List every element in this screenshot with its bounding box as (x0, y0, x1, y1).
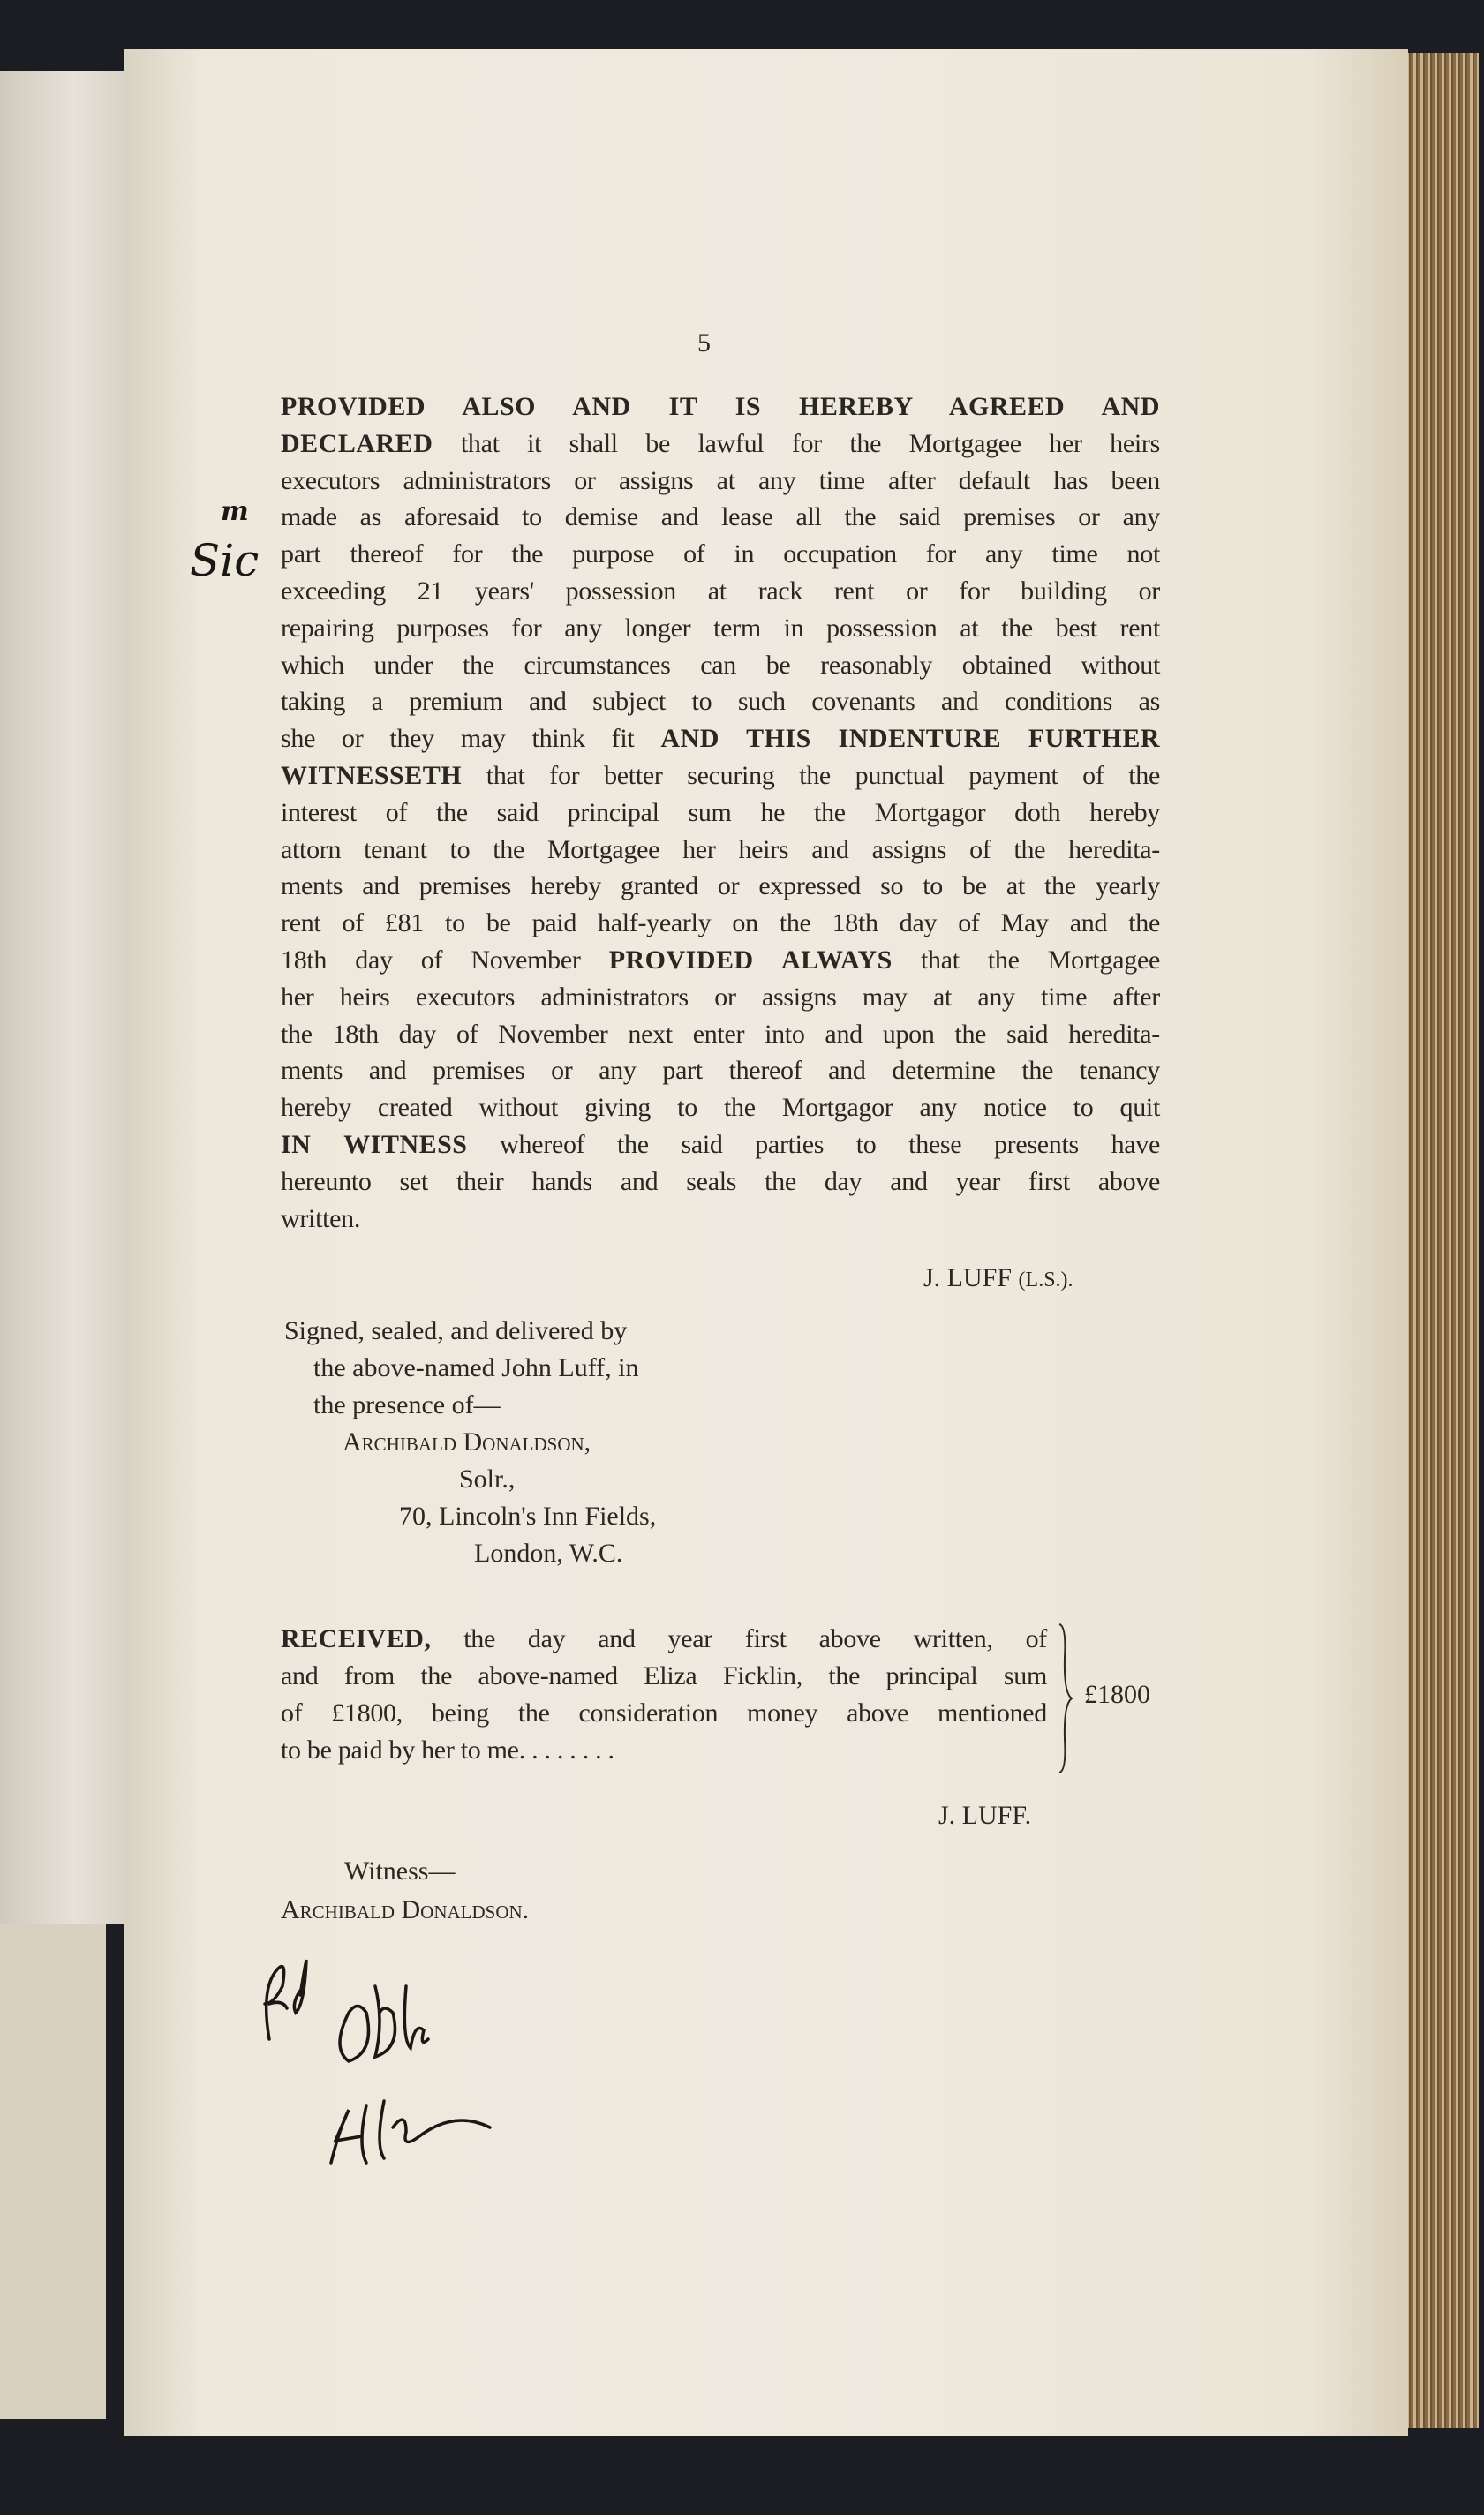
book-page-edges (1404, 53, 1479, 2428)
body-line (281, 868, 1160, 905)
text-run: that it shall be lawful for the Mortgagee her heirs (433, 428, 1160, 458)
text-run: which under the circumstances can be reasonably obtained without (281, 650, 1160, 680)
signatory-name: J. LUFF (923, 1263, 1013, 1292)
witness-name: Archibald Donaldson, (343, 1427, 591, 1457)
text-run: exceeding 21 years' possession at rack rent or for building or (281, 576, 1160, 606)
body-line (281, 832, 1160, 869)
emphasis-phrase: WITNESSETH (281, 760, 463, 790)
text-run: ments and premises or any part thereof and determine the tenancy (281, 1056, 1160, 1086)
handwritten-insertion: m (221, 496, 249, 527)
text-run: ments and premises hereby granted or expressed so to be at the yearly (281, 871, 1160, 901)
body-line (281, 1052, 1160, 1089)
emphasis-phrase: AND THIS INDENTURE FURTHER (660, 724, 1161, 754)
text-run: her heirs executors administrators or assigns may at any time after (281, 982, 1160, 1012)
receipt-line (281, 1621, 1047, 1658)
text-run: repairing purposes for any longer term in possession at the best rent (281, 613, 1160, 643)
receipt-signature: J. LUFF. (938, 1801, 1032, 1830)
text-run: she or they may think fit (281, 724, 661, 754)
receipt-amount: £1800 (1084, 1680, 1150, 1709)
body-line (281, 388, 1160, 425)
text-run: made as aforesaid to demise and lease all the said premises or any (281, 502, 1160, 532)
emphasis-phrase: IN WITNESS (281, 1129, 468, 1159)
body-line (281, 720, 1160, 757)
body-line (281, 1016, 1160, 1053)
receipt-witness-name: Archibald Donaldson. (281, 1895, 530, 1924)
seal-mark: (L.S.). (1018, 1269, 1073, 1291)
body-line (281, 573, 1160, 610)
facing-page-lower (0, 1924, 106, 2419)
body-line (281, 463, 1160, 500)
receipt-text (281, 1621, 1047, 1769)
margin-note-sic: Sic (190, 535, 260, 586)
text-run: of £1800, being the consideration money above mentioned (281, 1698, 1047, 1728)
attestation-line-2: the above-named John Luff, in (313, 1353, 639, 1382)
receipt-line (281, 1732, 1047, 1769)
page-number: 5 (697, 328, 711, 358)
body-line (281, 757, 1160, 794)
address-line-2: London, W.C. (474, 1539, 623, 1568)
deed-body-text (281, 388, 1160, 1237)
attestation-line-3: the presence of— (313, 1390, 501, 1419)
witness-label: Witness— (344, 1856, 456, 1886)
text-run: hereby created without giving to the Mortgagor any notice to quit (281, 1093, 1160, 1123)
body-line (281, 425, 1160, 463)
facing-page-edge (0, 71, 124, 1924)
body-line (281, 1163, 1160, 1201)
body-line (281, 942, 1160, 979)
body-line (281, 499, 1160, 536)
handwritten-initials (252, 1951, 516, 2172)
emphasis-phrase: RECEIVED, (281, 1624, 432, 1653)
body-line (281, 647, 1160, 684)
right-brace-icon (1056, 1623, 1073, 1774)
text-run: executors administrators or assigns at any time after default has been (281, 465, 1160, 495)
emphasis-phrase: DECLARED (281, 428, 433, 458)
body-line (281, 794, 1160, 832)
body-line (281, 1201, 1160, 1238)
address-line-1: 70, Lincoln's Inn Fields, (399, 1502, 657, 1531)
text-run: written. (281, 1203, 361, 1233)
text-run: part thereof for the purpose of in occupation for any time not (281, 539, 1160, 569)
text-run: that for better securing the punctual payment of the (462, 760, 1160, 790)
text-run: whereof the said parties to these presents have (467, 1129, 1160, 1159)
emphasis-phrase: PROVIDED ALWAYS (608, 945, 893, 975)
text-run: that the Mortgagee (892, 945, 1160, 975)
signature-luff-ls (923, 1260, 1073, 1299)
body-line (281, 683, 1160, 720)
body-line (281, 905, 1160, 942)
text-run: taking a premium and subject to such covenants and conditions as (281, 687, 1160, 717)
text-run: rent of £81 to be paid half-yearly on the 18th day of May and the (281, 908, 1160, 938)
receipt-line (281, 1658, 1047, 1695)
body-line (281, 979, 1160, 1016)
body-line (281, 610, 1160, 647)
text-run: to be paid by her to me. . . . . . . . (281, 1736, 614, 1765)
text-run: and from the above-named Eliza Ficklin, the principal sum (281, 1661, 1047, 1690)
body-line (281, 1089, 1160, 1126)
text-run: hereunto set their hands and seals the day and year first above (281, 1166, 1160, 1196)
text-run: the day and year first above written, of (431, 1624, 1047, 1653)
body-line (281, 536, 1160, 573)
receipt-line (281, 1695, 1047, 1732)
emphasis-phrase: PROVIDED ALSO AND IT IS HEREBY AGREED AND (281, 392, 1160, 421)
body-line (281, 1126, 1160, 1163)
text-run: interest of the said principal sum he the Mortgagor doth hereby (281, 797, 1160, 827)
text-run: attorn tenant to the Mortgagee her heirs and assigns of the heredita- (281, 834, 1160, 864)
witness-title: Solr., (459, 1465, 516, 1494)
attestation-line-1: Signed, sealed, and delivered by (284, 1316, 628, 1345)
text-run: 18th day of November (281, 945, 609, 975)
text-run: the 18th day of November next enter into and upon the said heredita- (281, 1019, 1160, 1049)
